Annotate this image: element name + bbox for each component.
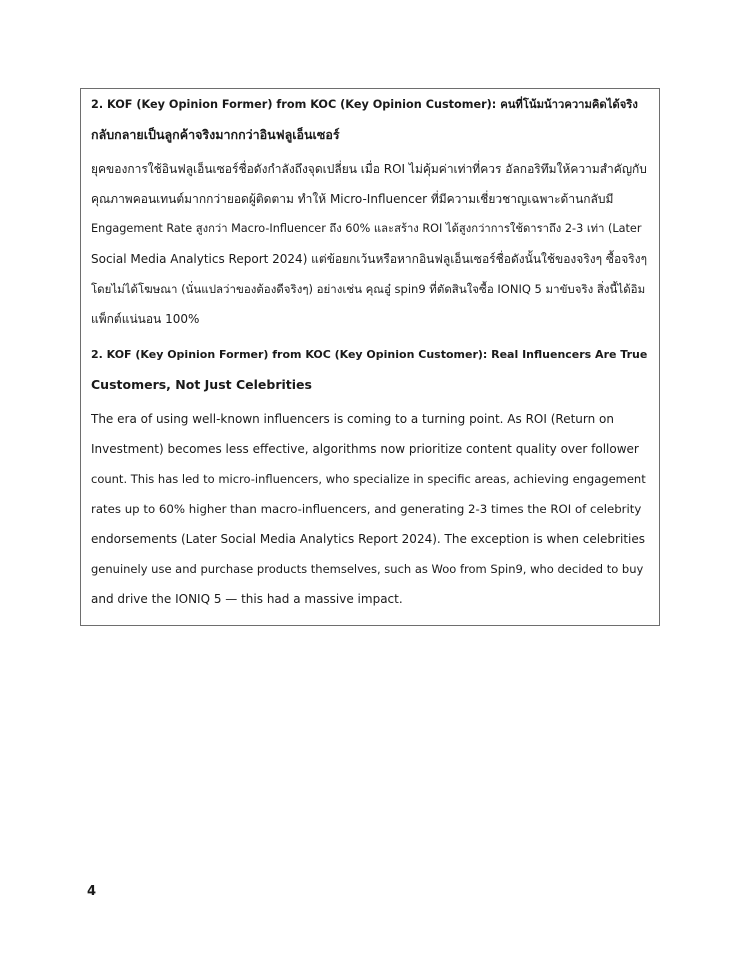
body-thai-line-3: Engagement Rate สูงกว่า Macro-Influencer ถึง 60% และสร้าง ROI ได้สูงกว่าการใช้ดาราถึง 2-3 เท่า (Later: [91, 222, 642, 235]
body-english-line-6: genuinely use and purchase products themselves, such as Woo from Spin9, who decided to buy: [91, 562, 644, 576]
body-english-line-7: and drive the IONIQ 5 — this had a massive impact.: [91, 592, 403, 606]
body-thai-line-5: โดยไม่ได้โฆษณา (นั่นแปลว่าของต้องดีจริงๆ) อย่างเช่น คุณอู๋ spin9 ที่ตัดสินใจซื้อ IONIQ 5 มาขับจริง สิ่งนี้ได้อิม: [91, 282, 646, 296]
body-english-line-4: rates up to 60% higher than macro-influencers, and generating 2-3 times the ROI of celebrity: [91, 502, 642, 516]
body-english-line-2: Investment) becomes less effective, algorithms now prioritize content quality over follower: [91, 442, 639, 456]
heading-thai-line-1: 2. KOF (Key Opinion Former) from KOC (Key Opinion Customer): คนที่โน้มน้าวความคิดได้จริง: [91, 98, 638, 111]
heading-english-line-1: 2. KOF (Key Opinion Former) from KOC (Key Opinion Customer): Real Influencers Are True: [91, 348, 648, 361]
body-thai-line-2: คุณภาพคอนเทนต์มากกว่ายอดผู้ติดตาม ทำให้ Micro-Influencer ที่มีความเชี่ยวชาญเฉพาะด้านกลับมี: [91, 192, 614, 206]
body-english-line-1: The era of using well-known influencers is coming to a turning point. As ROI (Return on: [91, 412, 614, 426]
body-thai-line-4: Social Media Analytics Report 2024) แต่ข้อยกเว้นหรือหากอินฟลูเอ็นเซอร์ชื่อดังนั้นใช้ของจริงๆ ซื้อจริงๆ: [91, 252, 648, 266]
section-thai: [91, 90, 649, 334]
body-thai-line-6: แพ็กต์แน่นอน 100%: [91, 312, 200, 326]
body-english-line-3: count. This has led to micro-influencers, who specialize in specific areas, achieving engagement: [91, 472, 646, 486]
heading-thai-line-2: กลับกลายเป็นลูกค้าจริงมากกว่าอินฟลูเอ็นเซอร์: [91, 127, 340, 142]
body-thai-line-1: ยุคของการใช้อินฟลูเอ็นเซอร์ชื่อดังกำลังถึงจุดเปลี่ยน เมื่อ ROI ไม่คุ้มค่าเท่าที่ควร อัลกอริทึมให้ความสำคัญกับ: [91, 162, 647, 176]
body-english-line-5: endorsements (Later Social Media Analytics Report 2024). The exception is when celebrities: [91, 532, 645, 546]
page-number: 4: [87, 884, 97, 899]
section-english: [91, 340, 649, 614]
heading-english-line-2: Customers, Not Just Celebrities: [91, 377, 312, 392]
content-box: [80, 88, 660, 626]
